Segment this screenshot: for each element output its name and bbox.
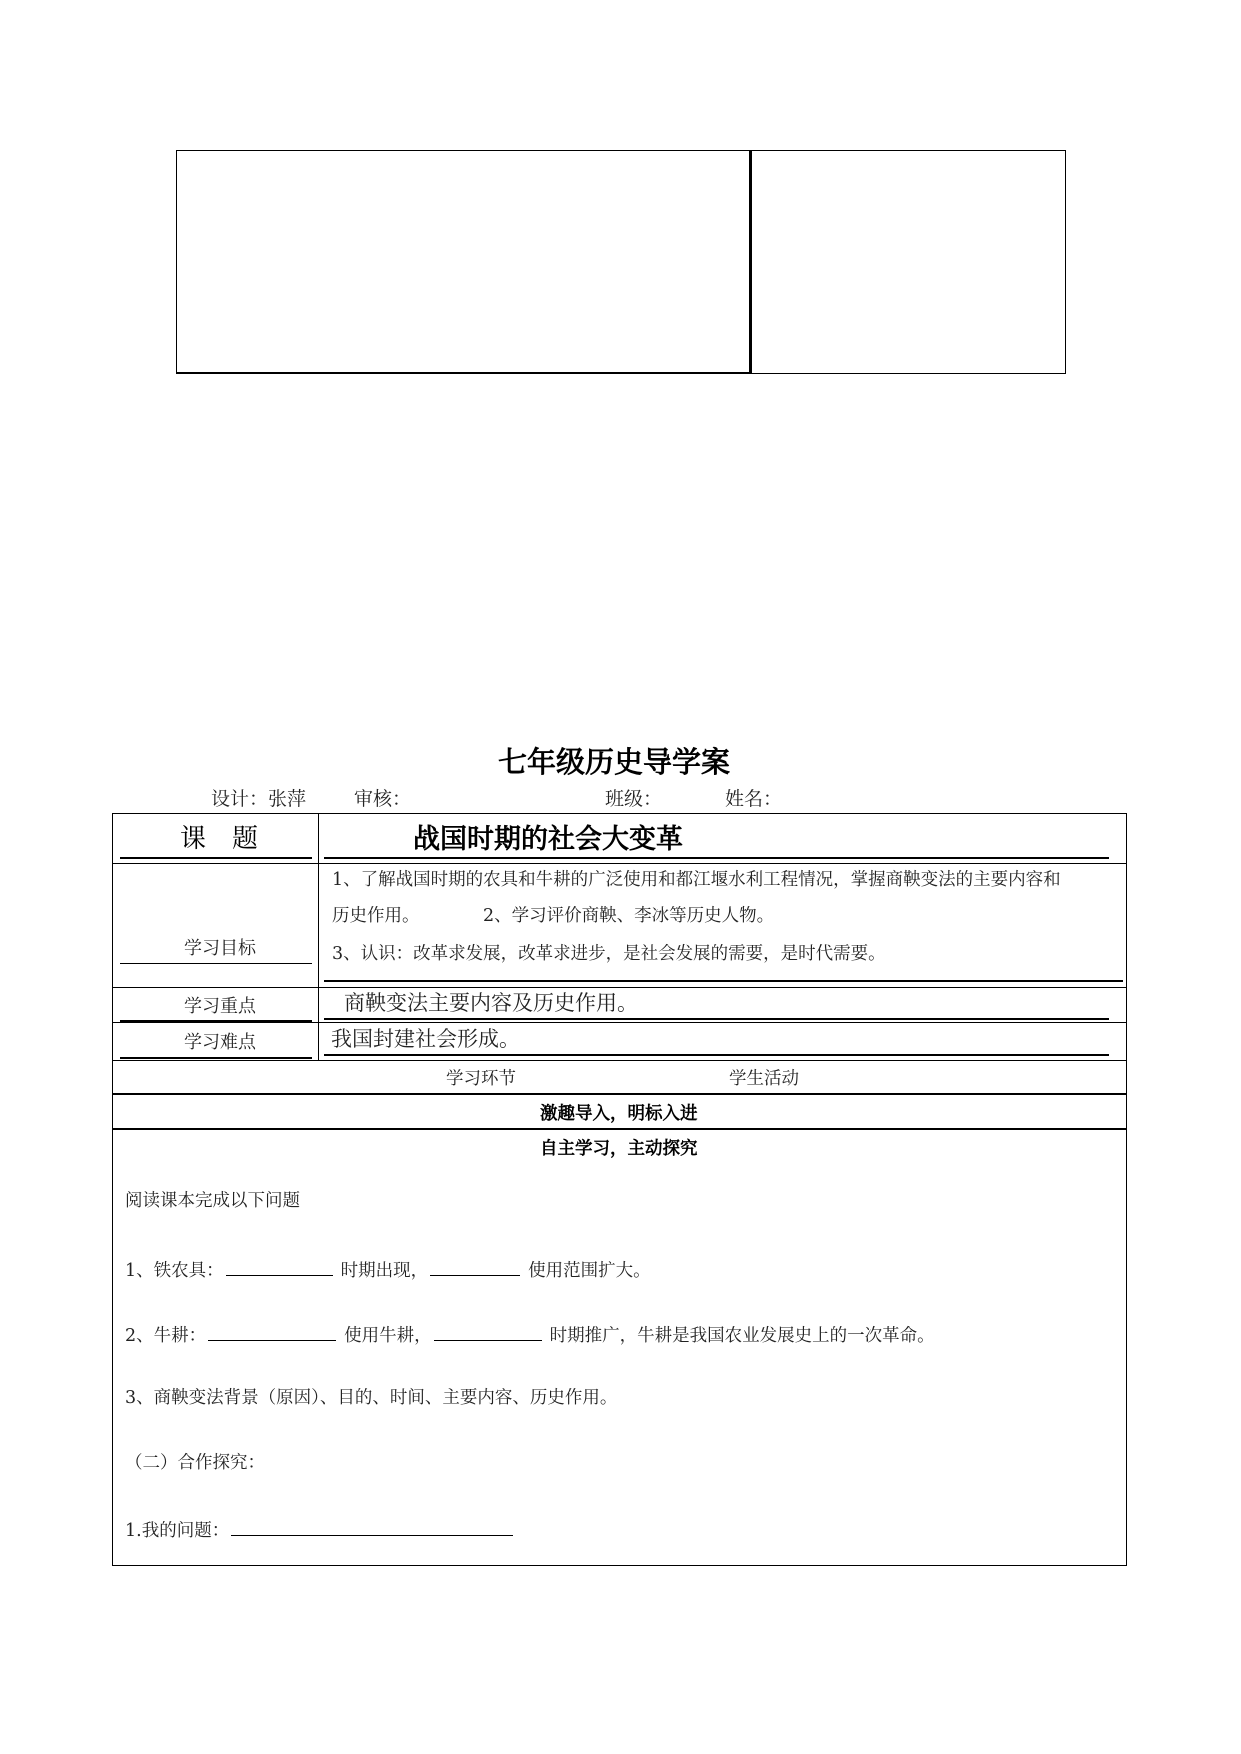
objective-2b: 2、学习评价商鞅、李冰等历史人物。	[483, 906, 775, 926]
class-label: 班级：	[605, 788, 663, 810]
design-label: 设计：张萍	[211, 788, 307, 810]
objective-3: 3、认识：改革求发展，改革求进步，是社会发展的需要，是时代需要。	[332, 944, 886, 964]
name-label: 姓名：	[725, 788, 783, 810]
label-column-divider	[318, 813, 319, 1061]
coop-heading: （二）合作探究：	[125, 1453, 265, 1473]
page-title: 七年级历史导学案	[498, 745, 731, 779]
my-question-label: 1.我的问题：	[125, 1521, 230, 1541]
q1-part-b: 时期出现，	[340, 1261, 429, 1281]
difficulty-label: 学习难点	[184, 1032, 256, 1053]
topic-label-underline	[120, 857, 312, 859]
top-right-box	[750, 150, 1066, 374]
row-sep-objectives	[112, 987, 1127, 988]
row-sep-section1	[112, 1128, 1127, 1130]
difficulty-label-underline	[120, 1057, 312, 1059]
top-left-box	[176, 150, 750, 373]
my-question	[125, 1519, 521, 1541]
q2-part-c: 时期推广，牛耕是我国农业发展史上的一次革命。	[549, 1326, 935, 1346]
difficulty-value-underline	[324, 1054, 1109, 1056]
q1-part-a: 1、铁农具：	[125, 1261, 224, 1281]
objectives-label-underline	[120, 963, 312, 964]
q2-part-b: 使用牛耕，	[344, 1326, 432, 1346]
topic-value: 战国时期的社会大变革	[413, 824, 683, 855]
topic-value-underline	[324, 857, 1109, 859]
q1-blank-2[interactable]	[430, 1259, 520, 1276]
q2-blank-2[interactable]	[434, 1324, 542, 1341]
key-value: 商鞅变法主要内容及历史作用。	[344, 991, 638, 1015]
section-self-study: 自主学习，主动探究	[540, 1139, 698, 1159]
objective-1: 1、了解战国时期的农具和牛耕的广泛使用和都江堰水利工程情况，掌握商鞅变法的主要内容和	[332, 870, 1061, 890]
key-label: 学习重点	[184, 996, 256, 1017]
q1-part-c: 使用范围扩大。	[528, 1261, 651, 1281]
row-sep-difficulty	[112, 1060, 1127, 1061]
section-intro: 激趣导入，明标入进	[540, 1104, 698, 1124]
row-sep-key	[112, 1022, 1127, 1023]
objective-2a: 历史作用。	[332, 906, 420, 926]
q1-blank-1[interactable]	[226, 1259, 333, 1276]
my-question-blank[interactable]	[231, 1519, 513, 1536]
top-left-box-bottom	[176, 372, 750, 374]
objectives-underline	[324, 980, 1123, 982]
key-value-underline	[324, 1018, 1109, 1020]
topic-label: 课 题	[180, 824, 259, 854]
col-stage: 学习环节	[446, 1069, 516, 1089]
objectives-label: 学习目标	[184, 938, 256, 959]
row-sep-columns	[112, 1093, 1127, 1095]
question-3: 3、商鞅变法背景（原因）、目的、时间、主要内容、历史作用。	[125, 1388, 618, 1408]
row-sep-topic	[112, 863, 1127, 864]
q2-blank-1[interactable]	[208, 1324, 336, 1341]
col-activity: 学生活动	[729, 1069, 799, 1089]
q2-part-a: 2、牛耕：	[125, 1326, 207, 1346]
question-2	[125, 1324, 935, 1346]
read-prompt: 阅读课本完成以下问题	[125, 1191, 300, 1211]
key-label-underline	[120, 1020, 312, 1022]
review-label: 审核：	[354, 788, 412, 810]
difficulty-value: 我国封建社会形成。	[331, 1027, 520, 1051]
question-1	[125, 1259, 651, 1281]
